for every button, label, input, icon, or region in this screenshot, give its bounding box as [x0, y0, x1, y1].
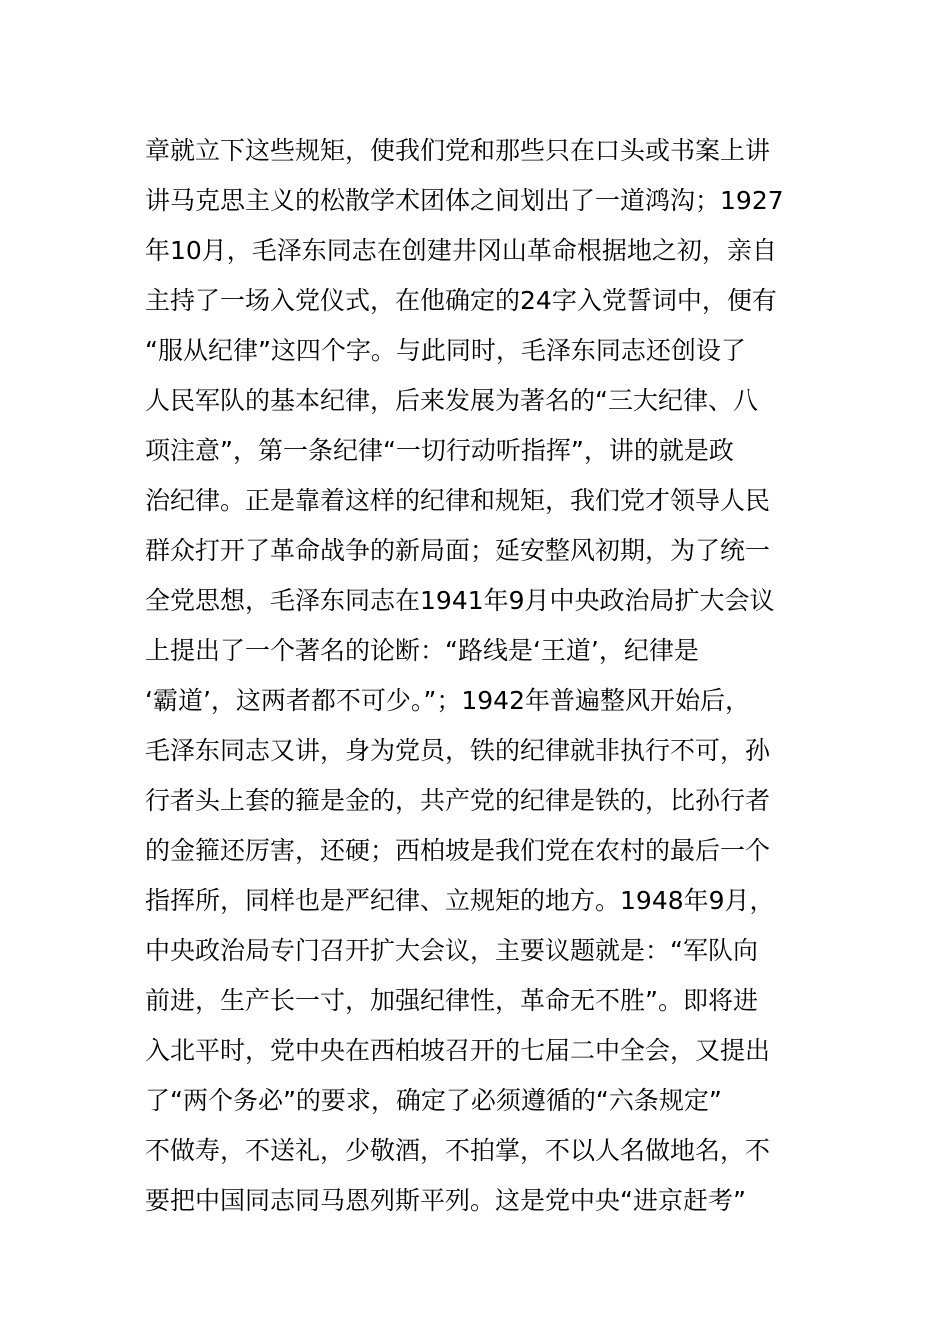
text-line: 群众打开了革命战争的新局面；延安整风初期，为了统一 [145, 536, 771, 565]
body-text [145, 126, 845, 1226]
text-line: ‘霸道’，这两者都不可少。”；1942年普遍整风开始后， [145, 686, 750, 715]
text-line: 讲马克思主义的松散学术团体之间划出了一道鸿沟；1927 [145, 186, 784, 215]
text-line: 中央政治局专门召开扩大会议，主要议题就是：“军队向 [145, 936, 758, 965]
text-line: 年10月，毛泽东同志在创建井冈山革命根据地之初，亲自 [145, 236, 777, 265]
text-line: 全党思想，毛泽东同志在1941年9月中央政治局扩大会议 [145, 586, 775, 615]
text-line: “服从纪律”这四个字。与此同时，毛泽东同志还创设了 [145, 336, 746, 365]
text-line: 项注意”，第一条纪律“一切行动听指挥”，讲的就是政 [145, 436, 734, 465]
text-line: 人民军队的基本纪律，后来发展为著名的“三大纪律、八 [145, 386, 758, 415]
text-line: 前进，生产长一寸，加强纪律性，革命无不胜”。即将进 [145, 986, 758, 1015]
text-line: 章就立下这些规矩，使我们党和那些只在口头或书案上讲 [145, 136, 771, 165]
text-line: 要把中国同志同马恩列斯平列。这是党中央“进京赶考” [145, 1186, 746, 1215]
text-line: 指挥所，同样也是严纪律、立规矩的地方。1948年9月， [145, 886, 775, 915]
text-line: 上提出了一个著名的论断：“路线是‘王道’，纪律是 [145, 636, 699, 665]
text-line: 主持了一场入党仪式，在他确定的24字入党誓词中，便有 [145, 286, 777, 315]
text-line: 的金箍还厉害，还硬；西柏坡是我们党在农村的最后一个 [145, 836, 771, 865]
text-line: 入北平时，党中央在西柏坡召开的七届二中全会，又提出 [145, 1036, 771, 1065]
text-line: 行者头上套的箍是金的，共产党的纪律是铁的，比孙行者 [145, 786, 771, 815]
text-line: 不做寿，不送礼，少敬酒，不拍掌，不以人名做地名，不 [145, 1136, 771, 1165]
text-line: 治纪律。正是靠着这样的纪律和规矩，我们党才领导人民 [145, 486, 771, 515]
text-line: 了“两个务必”的要求，确定了必须遵循的“六条规定” [145, 1086, 722, 1115]
text-line: 毛泽东同志又讲，身为党员，铁的纪律就非执行不可，孙 [145, 736, 771, 765]
